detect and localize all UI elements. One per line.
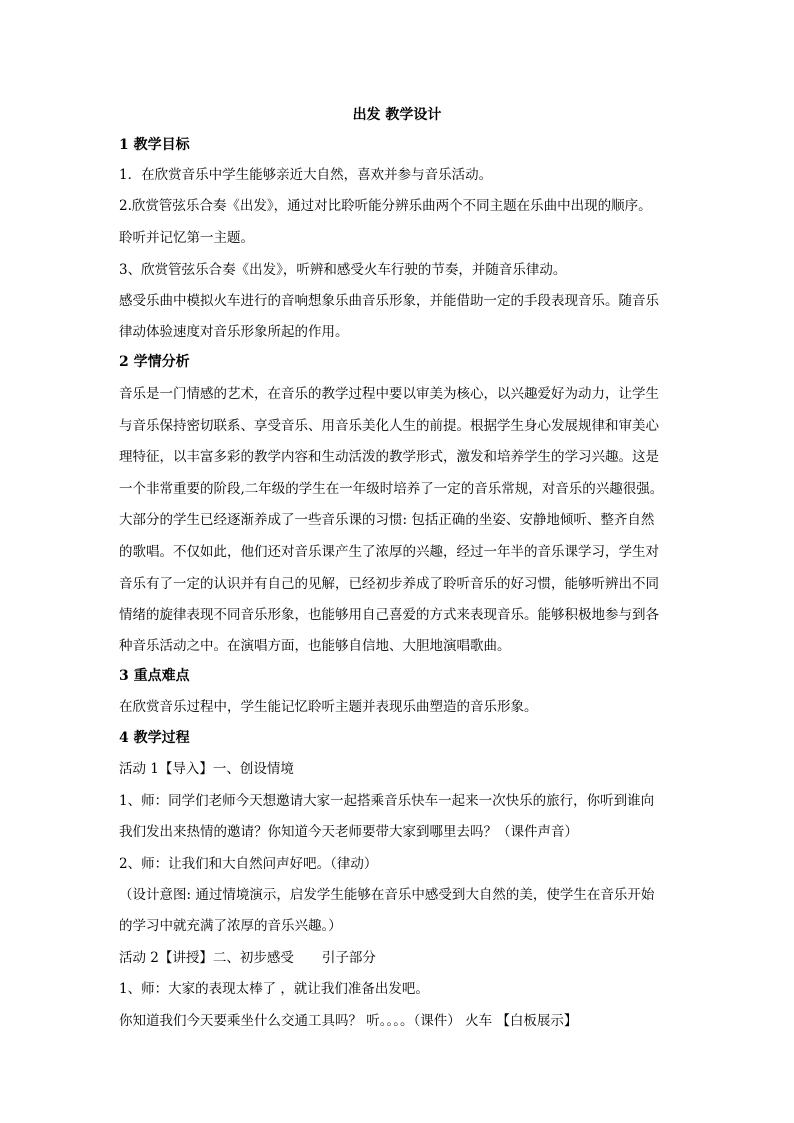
section-heading-analysis: 2 学情分析 xyxy=(119,354,190,370)
paragraph-line: 你知道我们今天要乘坐什么交通工具吗？ 听。。。。（课件） 火车 【白板展示】 xyxy=(119,1013,578,1029)
paragraph-line: 的学习中就充满了浓厚的音乐兴趣。） xyxy=(119,918,342,934)
paragraph-line: 聆听并记忆第一主题。 xyxy=(119,230,254,246)
paragraph-line: 音乐是一门情感的艺术，在音乐的教学过程中要以审美为核心，以兴趣爱好为动力，让学生 xyxy=(119,386,659,402)
paragraph-line: 情绪的旋律表现不同音乐形象，也能够用自己喜爱的方式来表现音乐。能够积极地参与到各 xyxy=(119,607,659,623)
paragraph-line: 2.欣赏管弦乐合奏《出发》，通过对比聆听能分辨乐曲两个不同主题在乐曲中出现的顺序。 xyxy=(119,198,652,214)
paragraph-line: 2、师：让我们和大自然问声好吧。（律动） xyxy=(119,856,378,872)
paragraph-line: 1、师：同学们老师今天想邀请大家一起搭乘音乐快车一起来一次快乐的旅行，你听到谁向 xyxy=(119,793,655,809)
section-heading-keypoints: 3 重点难点 xyxy=(119,668,190,684)
activity-subtitle: 引子部分 xyxy=(321,950,376,966)
document-title: 出发 教学设计 xyxy=(352,107,442,123)
paragraph-line: 理特征，以丰富多彩的教学内容和生动活泼的教学形式，激发和培养学生的学习兴趣。这是 xyxy=(119,449,659,465)
activity-title: 活动 2【讲授】二、初步感受 xyxy=(119,950,294,966)
paragraph-line: 律动体验速度对音乐形象所起的作用。 xyxy=(119,324,349,340)
paragraph-line: 1．在欣赏音乐中学生能够亲近大自然，喜欢并参与音乐活动。 xyxy=(119,167,493,183)
activity-heading xyxy=(119,949,679,967)
paragraph-line: 3、欣赏管弦乐合奏《出发》，听辨和感受火车行驶的节奏，并随音乐律动。 xyxy=(119,262,567,278)
activity-heading: 活动 1【导入】一、创设情境 xyxy=(119,761,294,777)
section-heading-objectives: 1 教学目标 xyxy=(119,137,190,153)
paragraph-line: 与音乐保持密切联系、享受音乐、用音乐美化人生的前提。根据学生身心发展规律和审美心 xyxy=(119,418,659,434)
paragraph-line: 一个非常重要的阶段,二年级的学生在一年级时培养了一定的音乐常规，对音乐的兴趣很强。 xyxy=(119,481,664,497)
paragraph-line: 感受乐曲中模拟火车进行的音响想象乐曲音乐形象，并能借助一定的手段表现音乐。随音乐 xyxy=(119,293,659,309)
paragraph-line: 的歌唱。不仅如此，他们还对音乐课产生了浓厚的兴趣，经过一年半的音乐课学习，学生对 xyxy=(119,544,659,560)
paragraph-line: 1、师：大家的表现太棒了 ，就让我们准备出发吧。 xyxy=(119,981,429,997)
paragraph-line: 在欣赏音乐过程中，学生能记忆聆听主题并表现乐曲塑造的音乐形象。 xyxy=(119,699,538,715)
paragraph-line: 我们发出来热情的邀请？你知道今天老师要带大家到哪里去吗？（课件声音） xyxy=(119,824,578,840)
section-heading-process: 4 教学过程 xyxy=(119,730,190,746)
paragraph-line: 种音乐活动之中。在演唱方面，也能够自信地、大胆地演唱歌曲。 xyxy=(119,638,511,654)
paragraph-line: 大部分的学生已经逐渐养成了一些音乐课的习惯: 包括正确的坐姿、安静地倾听、整齐自然 xyxy=(119,512,655,528)
paragraph-line: 音乐有了一定的认识并有自己的见解，已经初步养成了聆听音乐的好习惯，能够听辨出不同 xyxy=(119,576,659,592)
paragraph-line: （设计意图: 通过情境演示，启发学生能够在音乐中感受到大自然的美，使学生在音乐开始 xyxy=(119,887,655,903)
